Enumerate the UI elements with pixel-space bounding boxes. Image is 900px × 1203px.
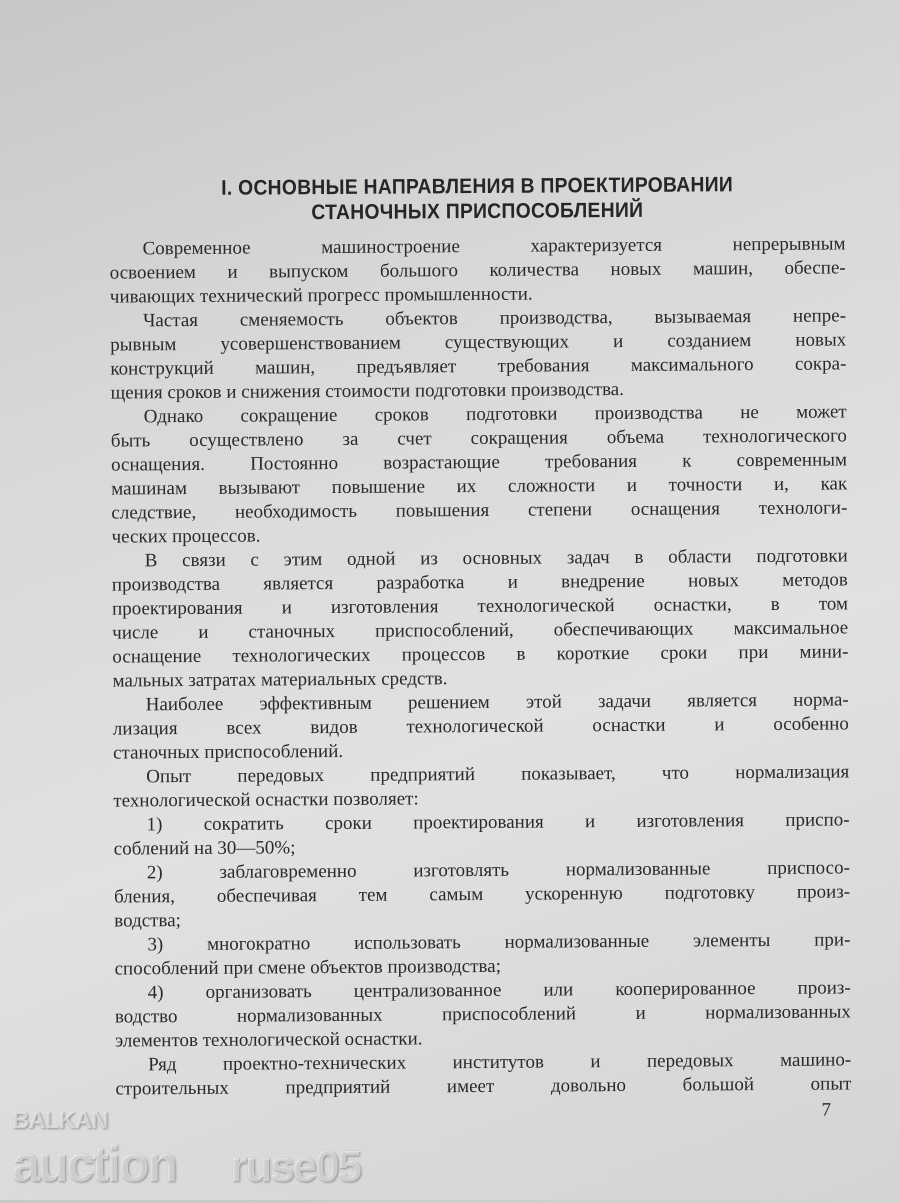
paragraph-line: рывным усовершенствованием существующих и созданием новых: [110, 329, 847, 356]
paragraph-line: лизация всех видов технологической оснастки и особенно: [112, 713, 849, 740]
paragraph-line: оснащение технологических процессов в короткие сроки при мини-: [112, 641, 849, 668]
paragraph-line: следствие, необходимость повышения степени оснащения технологи-: [111, 497, 848, 524]
watermark-logo: BALKAN: [12, 1107, 108, 1134]
paragraph-line: Современное машиностроение характеризуется непрерывным: [142, 233, 846, 260]
paragraph-line: ческих процессов.: [111, 525, 261, 548]
paragraph-line: щения сроков и снижения стоимости подготовки производства.: [110, 378, 625, 404]
paragraph-line: Опыт передовых предприятий показывает, что нормализация: [146, 761, 850, 788]
paragraph-line: способлений при смене объектов производства;: [114, 955, 502, 980]
paragraph-line: мальных затратах материальных средств.: [112, 668, 448, 692]
paragraph-line: Однако сокращение сроков подготовки производства не может: [143, 401, 847, 428]
paragraph-line: производства является разработка и внедрение новых методов: [111, 569, 848, 596]
paragraph-line: проектирования и изготовления технологической оснастки, в том: [111, 593, 849, 620]
paragraph-line: быть осуществлено за счет сокращения объема технологического: [110, 425, 847, 452]
paragraph-line: элементов технологической оснастки.: [114, 1028, 423, 1052]
paragraph-line: оснащения. Постоянно возрастающие требования к современным: [110, 449, 848, 476]
chapter-title-line-1: I. ОСНОВНЫЕ НАПРАВЛЕНИЯ В ПРОЕКТИРОВАНИИ: [221, 173, 734, 200]
paragraph-line: Ряд проектно-технических институтов и передовых машино-: [148, 1049, 852, 1076]
watermark-logo: auction: [12, 1136, 176, 1192]
paragraph-line: 2) заблаговременно изготовлять нормализованные приспосо-: [146, 857, 850, 884]
paragraph-line: 4) организовать централизованное или кооперированное произ-: [147, 977, 851, 1004]
page-number: 7: [821, 1099, 832, 1121]
paragraph-line: Наиболее эффективным решением этой задачи является норма-: [145, 689, 849, 716]
paragraph-line: В связи с этим одной из основных задач в области подготовки: [144, 545, 848, 572]
paragraph-line: конструкций машин, предъявляет требования максимального сокра-: [110, 353, 847, 380]
chapter-title-line-2: СТАНОЧНЫХ ПРИСПОСОБЛЕНИЙ: [311, 198, 644, 225]
paragraph-line: бления, обеспечивая тем самым ускоренную подготовку произ-: [113, 881, 851, 908]
paragraph-line: 3) многократно использовать нормализованные элементы при-: [147, 929, 851, 956]
paragraph-line: строительных предприятий имеет довольно большой опыт: [115, 1073, 852, 1100]
paragraph-line: 1) сократить сроки проектирования и изготовления приспо-: [146, 809, 850, 836]
watermark-logo: ruse05: [230, 1142, 360, 1191]
paragraph-line: соблений на 30—50%;: [113, 837, 296, 860]
paragraph-line: станочных приспособлений.: [112, 740, 344, 764]
paragraph-line: водства;: [114, 910, 181, 932]
paragraph-line: освоением и выпуском большого количества новых машин, обеспе-: [109, 257, 846, 284]
paragraph-line: числе и станочных приспособлений, обеспечивающих максимальное: [112, 617, 849, 644]
paragraph-line: водство нормализованных приспособлений и нормализованных: [114, 1001, 851, 1028]
paragraph-line: Частая сменяемость объектов производства, вызываемая непре-: [142, 305, 847, 332]
paragraph-line: технологической оснастки позволяет:: [113, 788, 419, 812]
paragraph-line: чивающих технический прогресс промышленности.: [109, 283, 533, 308]
paragraph-line: машинам вызывают повышение их сложности и точности и, как: [111, 473, 848, 500]
